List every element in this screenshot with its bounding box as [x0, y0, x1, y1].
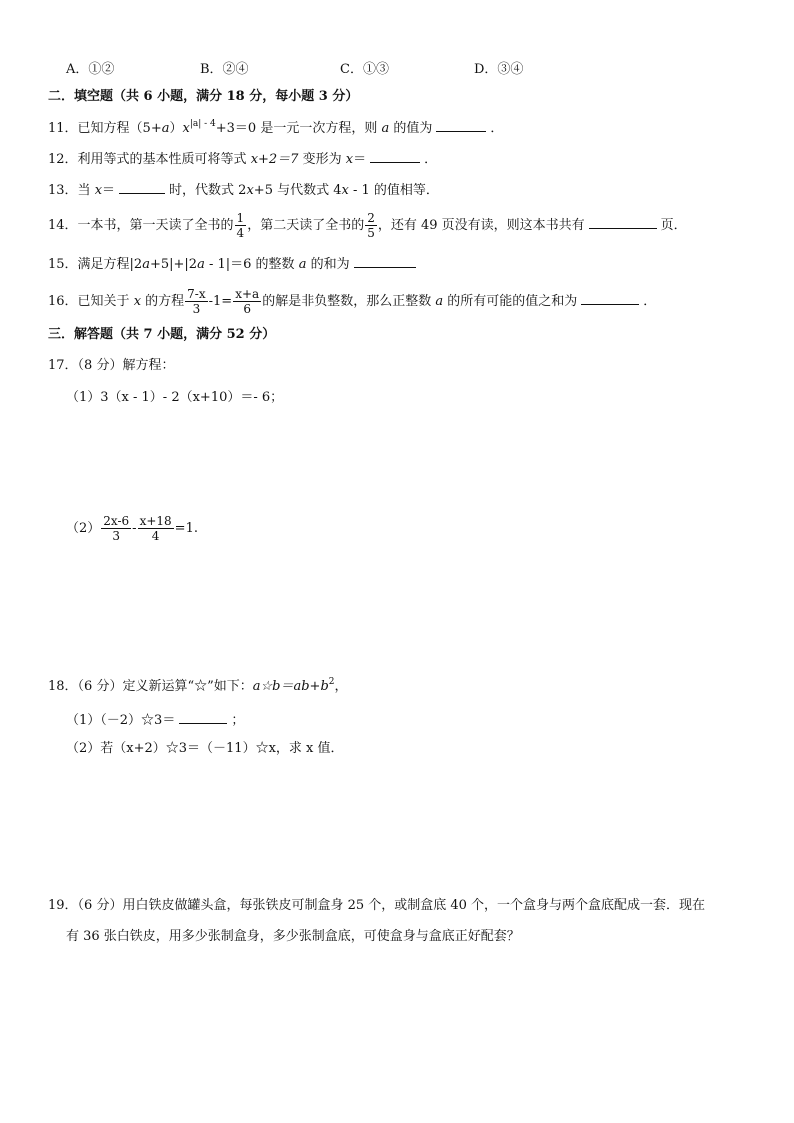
- answer-blank[interactable]: [119, 180, 165, 194]
- answer-blank[interactable]: [370, 149, 420, 163]
- option-b: B．②④: [200, 62, 249, 77]
- question-17-title: 17．（8 分）解方程：: [48, 358, 175, 373]
- question-13: 13．当 x＝ 时，代数式 2x+5 与代数式 4x - 1 的值相等．: [48, 180, 439, 200]
- answer-blank[interactable]: [354, 254, 416, 268]
- answer-blank[interactable]: [179, 710, 227, 724]
- question-14: 14．一本书，第一天读了全书的 $\frac{1}{4}$ ，第二天读了全书的 $\frac{2}{5}$ ，还有 49 页没有读，则这本书共有 页．: [48, 211, 687, 240]
- question-18-part-1: （1）（－2）☆3＝ ；: [66, 710, 244, 730]
- fraction-two-fifths: $\frac{2}{5}$: [367, 211, 375, 240]
- answer-blank[interactable]: [436, 118, 486, 132]
- question-12: 12．利用等式的基本性质可将等式 x+2＝7 变形为 x＝ ．: [48, 149, 437, 169]
- fraction-one-quarter: $\frac{1}{4}$: [236, 211, 245, 240]
- question-17-part-2: （2） $\frac{2x-6}{3}$ - $\frac{x+18}{4}$ =1.: [66, 514, 198, 543]
- question-19-line-1: 19．（6 分）用白铁皮做罐头盒，每张铁皮可制盒身 25 个，或制盒底 40 个，一个盒身与两个盒底配成一套．现在: [48, 898, 706, 913]
- exponent: |a| - 4: [189, 119, 216, 129]
- question-18-part-2: （2）若（x+2）☆3＝（－11）☆x，求 x 值．: [66, 741, 344, 756]
- question-18-title: 18．（6 分）定义新运算“☆”如下：$a☆b=ab+b^2$，: [48, 677, 348, 694]
- section2-heading: 二．填空题（共 6 小题，满分 18 分，每小题 3 分）: [48, 89, 359, 104]
- question-19-line-2: 有 36 张白铁皮，用多少张制盒身，多少张制盒底，可使盒身与盒底正好配套？: [66, 929, 520, 944]
- fraction-x-plus-a-over-6: $\frac{x+a}{6}$: [235, 287, 260, 316]
- question-16: 16．已知关于 x 的方程 $\frac{7-x}{3}$ -1= $\frac{x+a}{6}$ 的解是非负整数，那么正整数 a 的所有可能的值之和为 ．: [48, 287, 657, 316]
- question-11: 11．已知方程$(5+a)x^{|a| - 4}+3=0$ 是一元一次方程，则 a 的值为 ．: [48, 119, 504, 136]
- option-a: A．①②: [66, 62, 115, 77]
- question-17-part-1: （1）3（x - 1）- 2（x+10）＝- 6；: [66, 390, 284, 405]
- fraction-x-plus-18-over-4: $\frac{x+18}{4}$: [139, 514, 172, 543]
- option-d: D．③④: [474, 62, 524, 77]
- question-15: 15．满足方程|2a+5|+|2a - 1|＝6 的整数 a 的和为: [48, 254, 420, 274]
- answer-blank[interactable]: [581, 291, 639, 305]
- section3-heading: 三．解答题（共 7 小题，满分 52 分）: [48, 327, 276, 342]
- fraction-7-minus-x-over-3: $\frac{7-x}{3}$: [187, 287, 206, 316]
- answer-blank[interactable]: [589, 215, 657, 229]
- option-c: C．①③: [340, 62, 389, 77]
- fraction-2x-minus-6-over-3: $\frac{2x-6}{3}$: [103, 514, 130, 543]
